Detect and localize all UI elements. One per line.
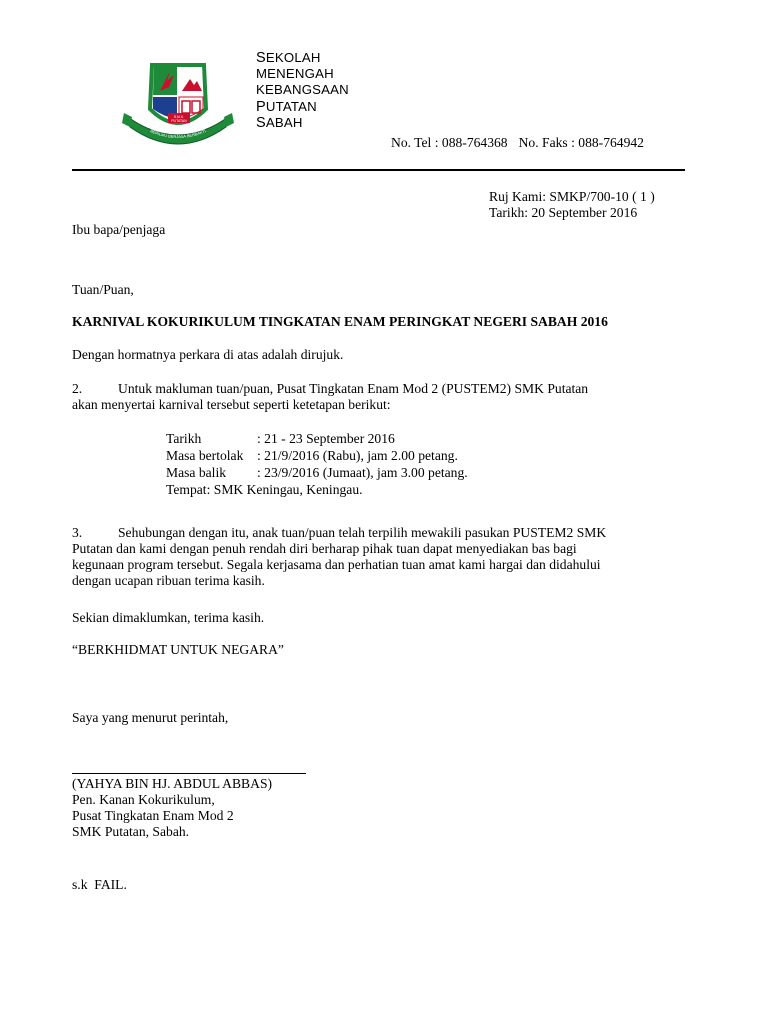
carbon-copy: s.k FAIL. — [72, 877, 127, 892]
contact-info — [391, 135, 644, 151]
paragraph-2-line-2: akan menyertai karnival tersebut seperti ketetapan berikut: — [72, 397, 391, 412]
school-name-text: MENENGAH — [256, 66, 334, 82]
reference-block — [489, 189, 655, 221]
paragraph-2-line-1: Untuk makluman tuan/puan, Pusat Tingkatan Enam Mod 2 (PUSTEM2) SMK Putatan — [118, 381, 589, 396]
crest-motto: BERILMU BERJASA BERBAKTI — [149, 128, 207, 140]
detail-value: : 21 - 23 September 2016 — [257, 431, 395, 446]
paragraph-3-line-1: Sehubungan dengan itu, anak tuan/puan telah terpilih mewakili pasukan PUSTEM2 SMK — [118, 525, 607, 540]
signatory-position: Pen. Kanan Kokurikulum, — [72, 792, 215, 807]
detail-row-depart — [166, 448, 468, 465]
school-name-line — [256, 82, 349, 98]
signatory-unit: Pusat Tingkatan Enam Mod 2 — [72, 808, 234, 823]
letter-subject: KARNIVAL KOKURIKULUM TINGKATAN ENAM PERINGKAT NEGERI SABAH 2016 — [72, 314, 608, 329]
paragraph-3-line-3: kegunaan program tersebut. Segala kerjasama dan perhatian tuan amat kami hargai dan didahului — [72, 557, 601, 572]
paragraph-3 — [72, 525, 687, 589]
detail-label: Masa bertolak — [166, 448, 244, 463]
detail-value: : 21/9/2016 (Rabu), jam 2.00 petang. — [257, 448, 458, 463]
event-details — [166, 431, 468, 499]
detail-row-venue — [166, 482, 468, 499]
reference-number: Ruj Kami: SMKP/700-10 ( 1 ) — [489, 189, 655, 204]
signatory-school: SMK Putatan, Sabah. — [72, 824, 190, 839]
school-name-line — [256, 99, 349, 115]
paragraph-3-number: 3. — [72, 525, 83, 540]
school-name-initial: P — [256, 98, 266, 115]
school-name-text: EKOLAH — [265, 50, 321, 65]
motto-line: “BERKHIDMAT UNTUK NEGARA” — [72, 642, 284, 657]
detail-label: Tarikh — [166, 431, 202, 446]
school-name-initial: S — [256, 114, 266, 131]
school-name-line — [256, 66, 349, 82]
detail-row-return — [166, 465, 468, 482]
school-name-text: KEBANGSAAN — [256, 82, 349, 98]
school-crest-logo — [122, 57, 234, 149]
detail-value: : 23/9/2016 (Jumaat), jam 3.00 petang. — [257, 465, 468, 480]
signature-line — [72, 773, 306, 774]
phone-number: No. Tel : 088-764368 — [391, 135, 508, 150]
school-name-initial: S — [256, 50, 266, 66]
paragraph-2 — [72, 381, 687, 413]
letter-date: Tarikh: 20 September 2016 — [489, 205, 638, 220]
header-divider — [72, 169, 685, 171]
paragraph-3-line-4: dengan ucapan ribuan terima kasih. — [72, 573, 265, 588]
detail-label: Tempat: — [166, 482, 211, 497]
signatory-name: (YAHYA BIN HJ. ABDUL ABBAS) — [72, 776, 273, 791]
crest-text-top: S.M.K. — [173, 115, 185, 119]
school-name-text: UTATAN — [265, 98, 317, 114]
crest-text-mid: PUTATAN — [171, 119, 187, 123]
closing-line: Sekian dimaklumkan, terima kasih. — [72, 610, 265, 625]
school-name — [256, 50, 349, 131]
school-name-line — [256, 50, 349, 66]
school-name-text: ABAH — [265, 114, 303, 130]
sign-intro: Saya yang menurut perintah, — [72, 710, 229, 725]
fax-number: No. Faks : 088-764942 — [518, 135, 644, 150]
paragraph-2-number: 2. — [72, 381, 83, 396]
detail-label: Masa balik — [166, 465, 227, 480]
signatory-block — [72, 776, 272, 840]
recipient: Ibu bapa/penjaga — [72, 222, 166, 237]
paragraph-1: Dengan hormatnya perkara di atas adalah dirujuk. — [72, 347, 344, 362]
paragraph-3-line-2: Putatan dan kami dengan penuh rendah diri berharap pihak tuan dapat menyediakan bas bagi — [72, 541, 577, 556]
school-name-line — [256, 115, 349, 131]
detail-value: SMK Keningau, Keningau. — [210, 482, 363, 497]
salutation: Tuan/Puan, — [72, 282, 134, 297]
detail-row-date — [166, 431, 468, 448]
